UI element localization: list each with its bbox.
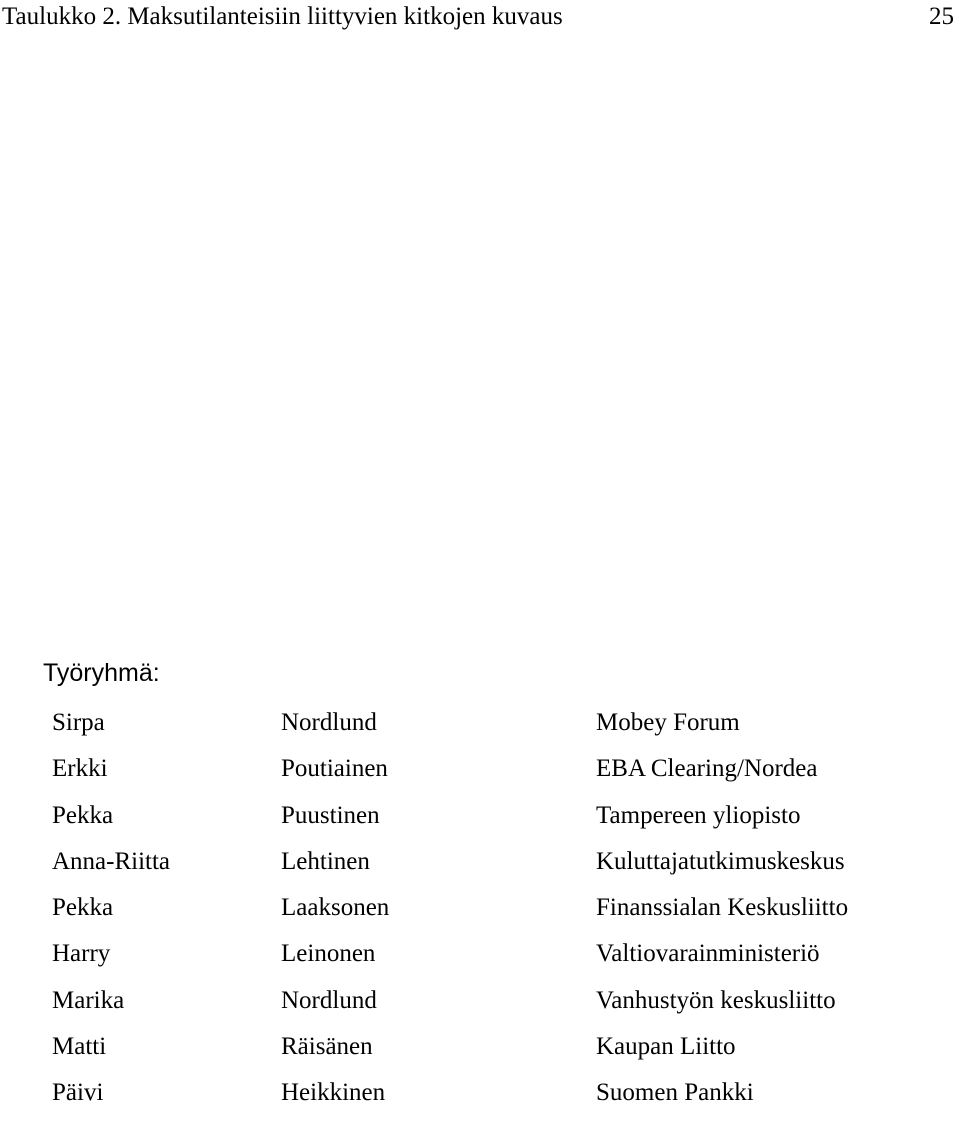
member-row bbox=[0, 1075, 960, 1121]
member-row bbox=[0, 844, 960, 890]
member-organization: Kaupan Liitto bbox=[596, 1033, 736, 1061]
member-organization: EBA Clearing/Nordea bbox=[596, 755, 818, 783]
member-first-name: Matti bbox=[52, 1033, 107, 1061]
member-first-name: Anna-Riitta bbox=[52, 847, 171, 875]
member-organization: Tampereen yliopisto bbox=[596, 801, 801, 829]
page-header bbox=[0, 0, 960, 34]
working-group-heading: Työryhmä: bbox=[43, 659, 160, 687]
page-number: 25 bbox=[929, 3, 954, 30]
member-organization: Finanssialan Keskusliitto bbox=[596, 894, 849, 922]
member-first-name: Harry bbox=[52, 940, 111, 968]
member-organization: Kuluttajatutkimuskeskus bbox=[596, 847, 845, 875]
member-last-name: Laaksonen bbox=[281, 894, 390, 922]
member-last-name: Lehtinen bbox=[281, 847, 370, 875]
member-last-name: Nordlund bbox=[281, 709, 377, 736]
member-row bbox=[0, 936, 960, 982]
member-last-name: Poutiainen bbox=[281, 755, 388, 783]
member-row bbox=[0, 983, 960, 1029]
table-caption: Taulukko 2. Maksutilanteisiin liittyvien kitkojen kuvaus bbox=[2, 3, 563, 30]
member-row bbox=[0, 705, 960, 751]
member-row bbox=[0, 798, 960, 844]
member-row bbox=[0, 751, 960, 797]
member-first-name: Päivi bbox=[52, 1079, 104, 1107]
member-first-name: Marika bbox=[52, 986, 125, 1014]
member-first-name: Sirpa bbox=[52, 709, 105, 736]
member-row bbox=[0, 1029, 960, 1075]
member-organization: Valtiovarainministeriö bbox=[596, 940, 820, 968]
member-organization: Suomen Pankki bbox=[596, 1079, 754, 1107]
member-organization: Mobey Forum bbox=[596, 709, 740, 736]
member-first-name: Erkki bbox=[52, 755, 108, 783]
member-organization: Vanhustyön keskusliitto bbox=[596, 986, 836, 1014]
member-last-name: Nordlund bbox=[281, 986, 377, 1014]
working-group-member-list bbox=[0, 705, 960, 1122]
member-last-name: Räisänen bbox=[281, 1033, 373, 1061]
member-last-name: Puustinen bbox=[281, 801, 380, 829]
member-first-name: Pekka bbox=[52, 894, 114, 922]
member-last-name: Heikkinen bbox=[281, 1079, 386, 1107]
member-row bbox=[0, 890, 960, 936]
member-first-name: Pekka bbox=[52, 801, 114, 829]
member-last-name: Leinonen bbox=[281, 940, 376, 968]
